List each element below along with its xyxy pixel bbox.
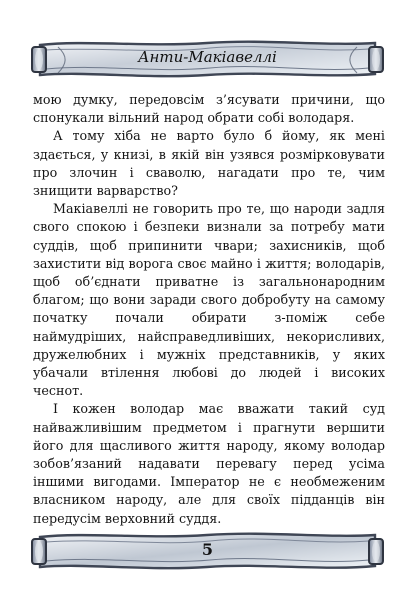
paragraph-1: мою думку, передовсім з’ясувати причини, що спонукали вільний народ обрати собі володаря. xyxy=(33,92,385,126)
paragraph-2: А тому хіба не варто було б йому, як мені здається, у книзі, в якій він узявся розмірковувати про злочин і сваволю, нагадати про те, чим знищити варварство? xyxy=(33,128,385,199)
footer-banner xyxy=(30,531,385,571)
page-body-text xyxy=(33,91,385,536)
running-header-title: Анти-Макіавеллі xyxy=(138,48,277,66)
paragraph-4: І кожен володар має вважати такий суд найважливішим предметом і прагнути вершити його для щасливого життя народу, якому володар зобов’язаний надавати перевагу перед усіма іншими вигодами. Імператор не є необмеженим власником народу, але для своїх підданців він передусім верховний суддя. xyxy=(33,401,385,526)
paragraph-3: Макіавеллі не говорить про те, що народи задля свого спокою і безпеки визнали за потребу мати суддів, щоб припинити чвари; захисників, щоб захистити від ворога своє майно і життя; володарів, щоб об’єднати приватне із загальнонародним благом; що вони заради свого добробуту на самому початку почали обирати з-поміж себе наймудріших, найсправедливіших, некорисливих, дружелюбних і мужніх представників, у яких убачали втілення любові до людей і високих чеснот. xyxy=(33,201,385,399)
header-banner xyxy=(30,40,385,78)
page-number: 5 xyxy=(201,540,214,559)
